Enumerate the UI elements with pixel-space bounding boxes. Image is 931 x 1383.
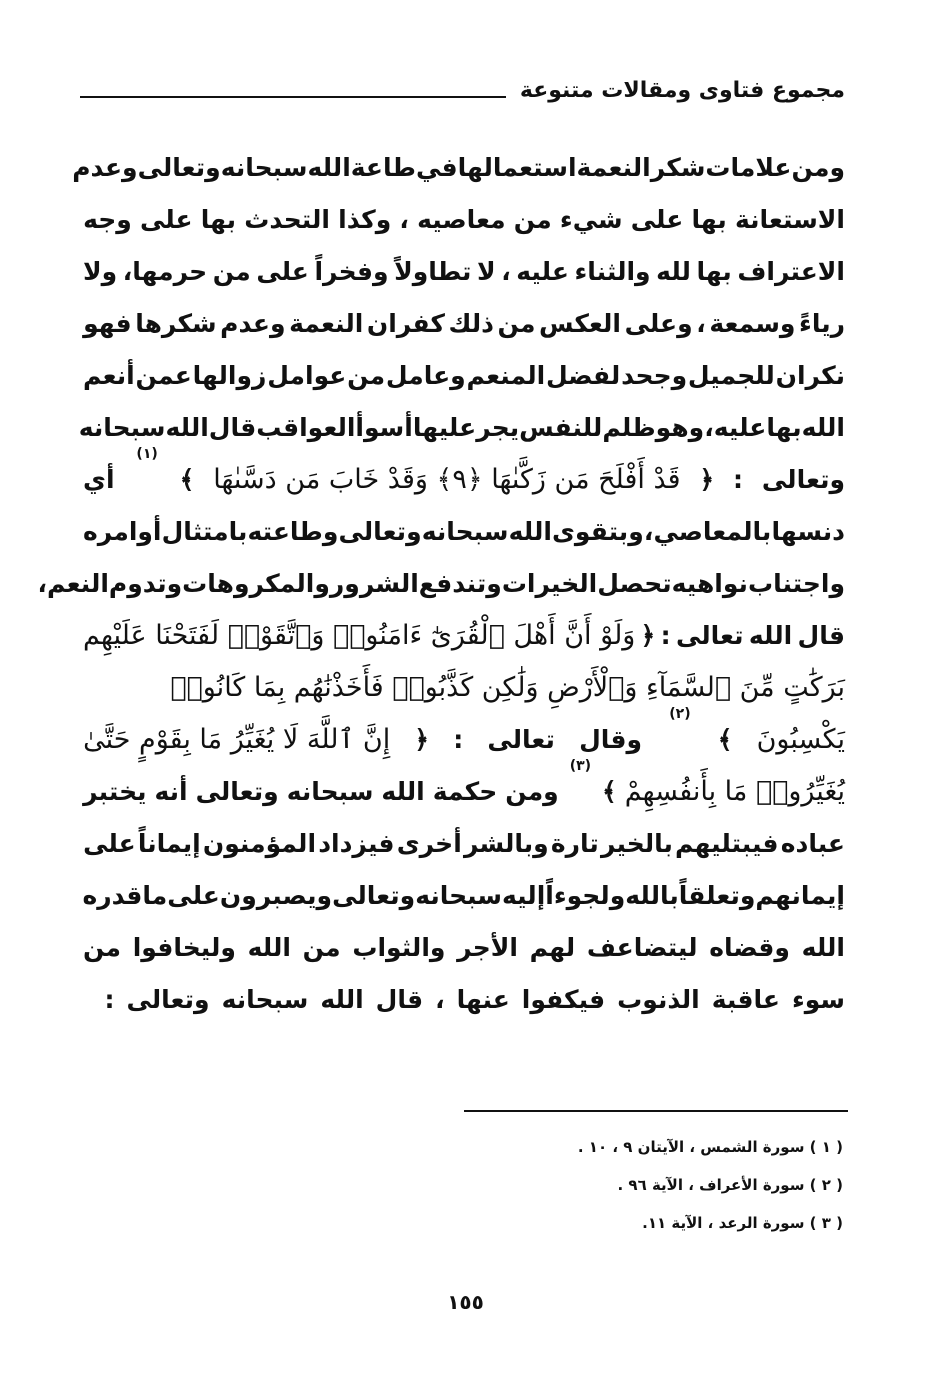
word: بها — [200, 205, 237, 234]
word: لفضل — [545, 361, 621, 390]
word: بها — [696, 257, 732, 286]
word: لا — [476, 257, 496, 286]
word: وكذا — [338, 205, 392, 234]
word: وعامل — [385, 361, 466, 390]
word: وتعالى — [761, 465, 845, 494]
word: وبالشر — [463, 829, 549, 858]
word: لله — [656, 257, 691, 286]
word: تطاولاً — [394, 257, 472, 286]
footnote-marker: (٣) — [569, 758, 592, 774]
body-text — [37, 142, 845, 1026]
word: ولجوءاً — [545, 881, 626, 910]
word: والمكروهات — [182, 569, 330, 598]
word: الخيرات — [501, 569, 598, 598]
word: حكمة — [432, 777, 498, 806]
word: الاعتراف — [737, 257, 845, 286]
word: بها — [766, 413, 802, 442]
word: نواهيه — [671, 569, 748, 598]
quran-verse: يُغَيِّرُوا۟ مَا بِأَنفُسِهِمْ — [624, 776, 845, 807]
word: الله — [381, 777, 425, 806]
word: قال — [375, 985, 424, 1014]
word: واجتناب — [747, 569, 845, 598]
word: بالمعاصي — [653, 517, 772, 546]
word: النعمة — [289, 309, 364, 338]
word: الله — [320, 985, 364, 1014]
word: ليتضاعف — [586, 933, 698, 962]
text-line — [37, 558, 845, 610]
word: استعمالها — [457, 153, 577, 182]
footnotes — [243, 1128, 843, 1242]
word: شكر — [650, 153, 706, 182]
running-header — [80, 72, 845, 108]
footnote-separator — [464, 1110, 848, 1112]
word: يختبر — [83, 777, 147, 806]
word: قال — [797, 621, 845, 650]
quran-verse: يَكْسِبُونَ — [756, 724, 845, 755]
word: على — [83, 829, 136, 858]
word: ، — [643, 517, 654, 546]
word: تعالى — [487, 725, 555, 754]
word: حرمها، — [122, 257, 208, 286]
word: ﴾ — [602, 777, 617, 806]
word: وتعالى — [137, 153, 221, 182]
word: بالله — [625, 881, 679, 910]
quran-verse: إِنَّ ٱللَّهَ لَا يُغَيِّرُ مَا بِقَوْمٍ حَتَّىٰ — [83, 724, 391, 755]
word: تحصل — [597, 569, 672, 598]
word: الله — [307, 153, 351, 182]
word: سبحانه — [286, 777, 374, 806]
word: سبحانه — [421, 517, 509, 546]
word: عمن — [135, 361, 192, 390]
word: وتعالى — [195, 777, 279, 806]
text-line — [83, 298, 845, 350]
text-line — [83, 194, 845, 246]
text-line — [83, 610, 845, 662]
word: والثناء — [574, 257, 651, 286]
word: الشرور — [329, 569, 419, 598]
running-title: مجموع فتاوى ومقالات متنوعة — [519, 77, 845, 103]
text-line — [72, 142, 845, 194]
quran-verse: وَلَوْ أَنَّ أَهْلَ ٱلْقُرَىٰٓ ءَامَنُوا۟ وَٱتَّقَوْا۟ لَفَتَحْنَا عَلَيْهِم — [83, 620, 636, 651]
word: وتعالى — [126, 985, 210, 1014]
word: طاعة — [350, 153, 416, 182]
text-line — [83, 246, 845, 298]
word: ظلم — [602, 413, 656, 442]
footnote-3: ( ٣ ) سورة الرعد ، الآية ١١. — [642, 1214, 843, 1232]
word: العكس — [539, 309, 621, 338]
text-line — [83, 706, 845, 766]
word: عوامل — [267, 361, 347, 390]
word: بالخير — [600, 829, 673, 858]
text-line — [83, 506, 845, 558]
word: لهم — [529, 933, 576, 962]
word: سبحانه — [78, 413, 166, 442]
word: وقال — [579, 725, 643, 754]
word: أنه — [154, 777, 188, 806]
word: ﴾ — [179, 465, 195, 494]
word: بامتثال — [161, 517, 248, 546]
word: : — [453, 725, 464, 754]
word: ما — [142, 881, 168, 910]
word: سبحانه — [415, 881, 502, 910]
word: أوامره — [83, 517, 162, 546]
footnote-1: ( ١ ) سورة الشمس ، الآيتان ٩ ، ١٠ . — [577, 1138, 843, 1156]
word: الله — [801, 933, 845, 962]
word: للنفس — [519, 413, 603, 442]
text-line — [83, 974, 845, 1026]
word: وسمعة — [709, 309, 796, 338]
word: وجه — [83, 205, 132, 234]
word: أسوأ — [355, 413, 413, 442]
word: ، — [399, 205, 409, 234]
text-line — [83, 446, 845, 506]
word: إيمانهم — [755, 881, 845, 910]
word: ، — [696, 309, 706, 338]
word: وفخراً — [314, 257, 389, 286]
text-line — [83, 922, 845, 974]
word: عليه — [713, 413, 767, 442]
word: في — [415, 153, 458, 182]
word: تارة — [550, 829, 599, 858]
word: وتعالى — [338, 517, 422, 546]
word: سبحانه — [220, 153, 308, 182]
word: بها — [691, 205, 727, 234]
word: زوالها — [192, 361, 267, 390]
word: ﴾ — [717, 725, 733, 754]
word: على — [630, 205, 684, 234]
word: الله — [748, 621, 793, 650]
word: قدره — [82, 881, 143, 910]
word: للجميل — [687, 361, 775, 390]
word: وهو — [655, 413, 705, 442]
word: عليه — [516, 257, 569, 286]
word: عنها — [456, 985, 510, 1014]
word: ذلك — [448, 309, 494, 338]
word: وتعالى — [332, 881, 416, 910]
word: علامات — [705, 153, 792, 182]
word: النعمة — [576, 153, 651, 182]
word: دنسها — [771, 517, 845, 546]
word: من — [513, 205, 552, 234]
word: المنعم — [466, 361, 546, 390]
text-line — [83, 350, 845, 402]
word: : — [660, 621, 671, 650]
word: وطاعته — [247, 517, 339, 546]
word: نكران — [775, 361, 845, 390]
word: والثواب — [352, 933, 446, 962]
word: أخرى — [396, 829, 462, 858]
word: قال — [208, 413, 257, 442]
word: ومن — [505, 777, 559, 806]
quran-verse: قَدْ أَفْلَحَ مَن زَكَّىٰهَا ﴿٩﴾ وَقَدْ خَابَ مَن دَسَّىٰهَا — [213, 464, 681, 495]
word: وتعلقاً — [678, 881, 756, 910]
word: وجحد — [621, 361, 688, 390]
text-line — [78, 402, 845, 454]
word: الذنوب — [617, 985, 700, 1014]
word: شكرها — [135, 309, 217, 338]
word: وعلى — [624, 309, 693, 338]
word: الله — [165, 413, 209, 442]
word: ومن — [791, 153, 845, 182]
word: من — [347, 361, 386, 390]
word: عاقبة — [711, 985, 780, 1014]
word: ﴿ — [640, 621, 656, 650]
text-line — [83, 758, 845, 818]
word: النعم، — [37, 569, 109, 598]
word: إليه — [501, 881, 546, 910]
word: ، — [435, 985, 445, 1014]
word: ، — [704, 413, 714, 442]
text-line — [83, 662, 845, 714]
word: إيماناً — [137, 829, 201, 858]
word: فيبتليهم — [675, 829, 779, 858]
word: فيزداد — [318, 829, 395, 858]
word: العواقب — [256, 413, 356, 442]
word: أنعم — [83, 361, 135, 390]
word: من — [83, 933, 122, 962]
word: سوء — [791, 985, 845, 1014]
word: الاستعانة — [734, 205, 845, 234]
word: يجر — [476, 413, 520, 442]
footnote-marker: (٢) — [669, 706, 691, 722]
word: رياءً — [799, 309, 845, 338]
word: من — [302, 933, 341, 962]
page-number: ١٥٥ — [447, 1290, 484, 1314]
word: وعدم — [72, 153, 138, 182]
word: أي — [83, 465, 115, 494]
footnote-2: ( ٢ ) سورة الأعراف ، الآية ٩٦ . — [617, 1176, 843, 1194]
text-line — [83, 818, 845, 870]
word: على — [256, 257, 309, 286]
word: شيء — [559, 205, 623, 234]
word: الله — [801, 413, 845, 442]
word: التحدث — [244, 205, 330, 234]
word: ولا — [83, 257, 118, 286]
word: : — [733, 465, 743, 494]
word: فيكفوا — [521, 985, 606, 1014]
word: الله — [508, 517, 552, 546]
quran-verse: بَرَكَٰتٍ مِّنَ ٱلسَّمَآءِ وَٱلْأَرْضِ وَلَٰكِن كَذَّبُوا۟ فَأَخَذْنَٰهُم بِمَا كَانُوا۟ — [170, 672, 845, 703]
word: وقضاه — [709, 933, 790, 962]
word: على — [140, 205, 193, 234]
word: ، — [501, 257, 511, 286]
word: ويصبرون — [219, 881, 333, 910]
word: كفران — [366, 309, 445, 338]
word: وتدوم — [108, 569, 183, 598]
word: : — [104, 985, 115, 1014]
footnote-marker: (١) — [136, 446, 158, 462]
word: وليخافوا — [132, 933, 236, 962]
word: الله — [247, 933, 291, 962]
word: على — [167, 881, 220, 910]
word: ﴿ — [414, 725, 430, 754]
header-rule — [80, 96, 506, 98]
word: من — [497, 309, 536, 338]
word: معاصيه — [417, 205, 506, 234]
word: من — [212, 257, 251, 286]
word: وبتقوى — [552, 517, 644, 546]
word: سبحانه — [221, 985, 309, 1014]
word: فهو — [83, 309, 132, 338]
word: الأجر — [457, 933, 518, 962]
word: المؤمنون — [202, 829, 317, 858]
word: ﴿ — [699, 465, 715, 494]
word: عباده — [780, 829, 845, 858]
word: وعدم — [220, 309, 286, 338]
text-line — [83, 870, 845, 922]
word: وتندفع — [418, 569, 502, 598]
word: تعالى — [675, 621, 744, 650]
word: عليها — [412, 413, 477, 442]
